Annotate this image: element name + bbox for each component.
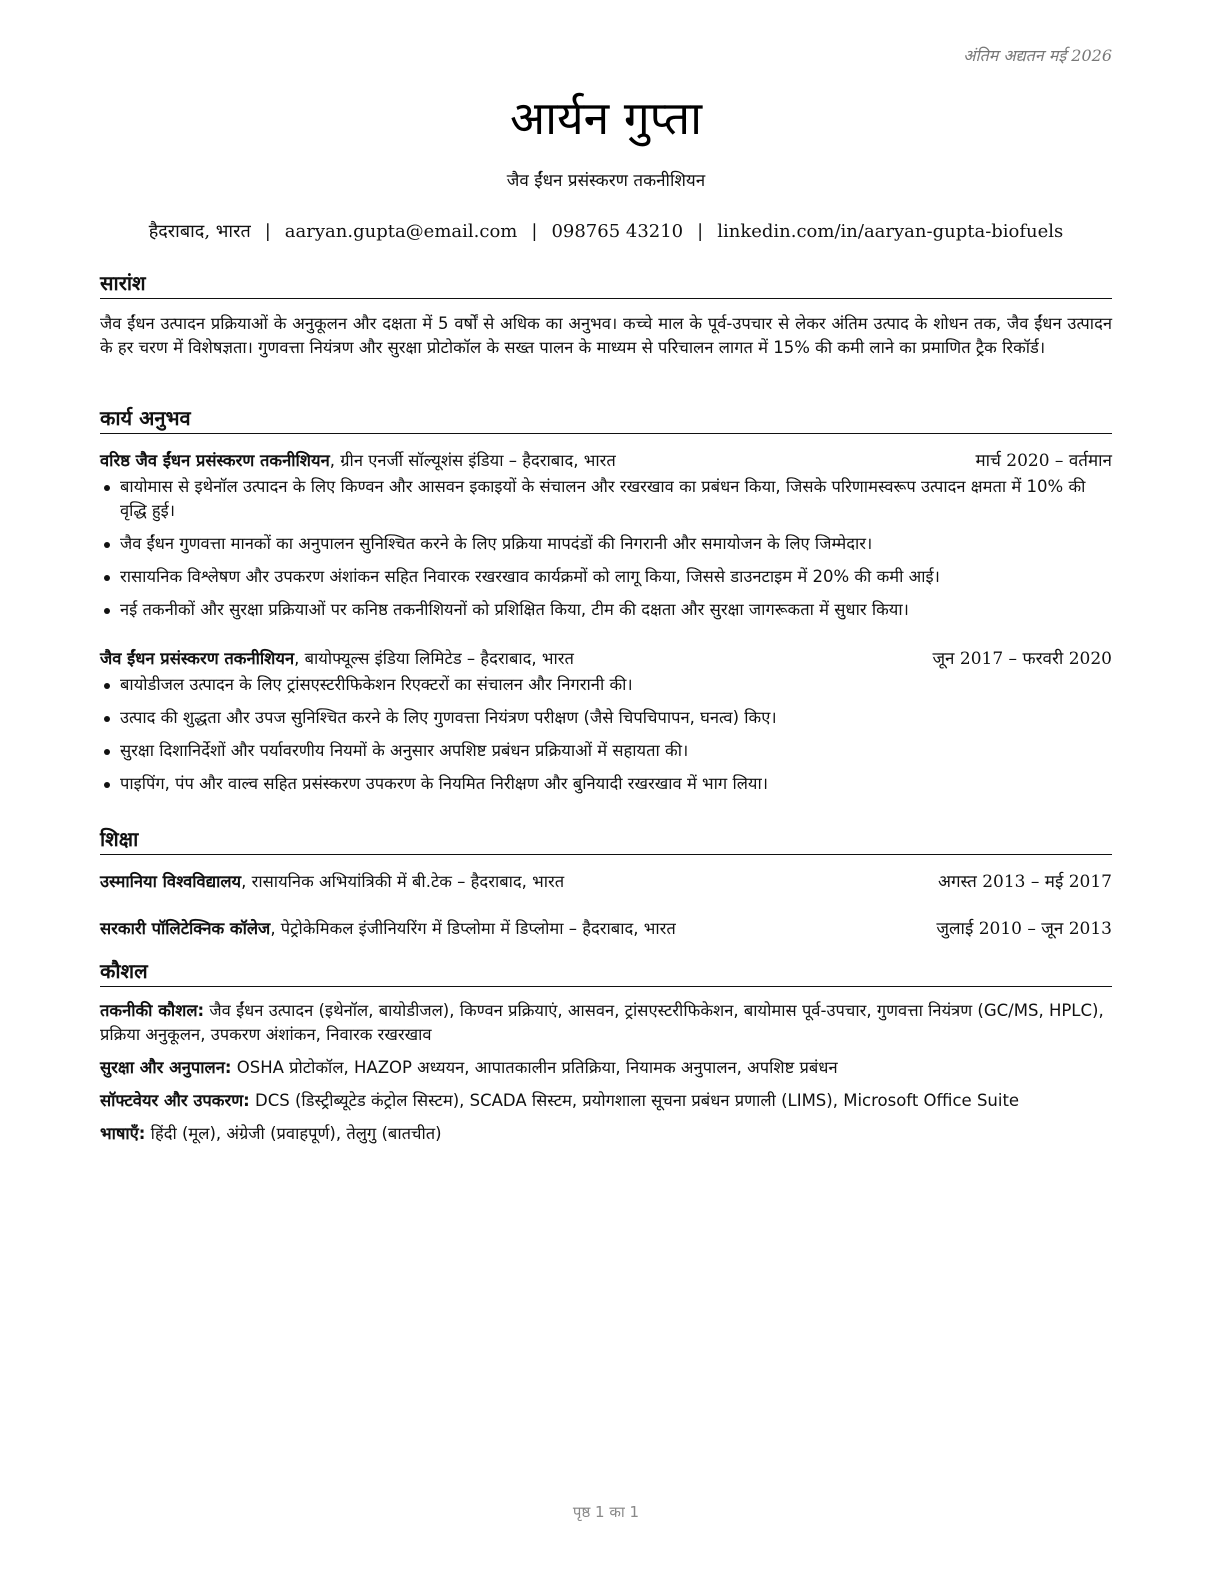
section-title: सारांश	[100, 270, 1112, 299]
education-detail: , रासायनिक अभियांत्रिकी में बी.टेक – हैदराबाद, भारत	[241, 872, 565, 891]
skill-text: OSHA प्रोटोकॉल, HAZOP अध्ययन, आपातकालीन प्रतिक्रिया, नियामक अनुपालन, अपशिष्ट प्रबंधन	[231, 1058, 838, 1077]
list-item: जैव ईंधन गुणवत्ता मानकों का अनुपालन सुनिश्चित करने के लिए प्रक्रिया मापदंडों की निगरानी और समायोजन के लिए जिम्मेदार।	[100, 532, 1112, 556]
skill-label: तकनीकी कौशल:	[100, 1001, 205, 1020]
skills-list	[100, 999, 1112, 1146]
skills-section	[100, 958, 1112, 1155]
job-role: जैव ईंधन प्रसंस्करण तकनीशियन	[100, 649, 295, 668]
job-entry	[100, 448, 1112, 622]
contact-separator: |	[531, 221, 538, 242]
resume-page	[100, 0, 1112, 1584]
education-entry	[100, 869, 1112, 892]
skill-row	[100, 1089, 1112, 1113]
skill-text: हिंदी (मूल), अंग्रेजी (प्रवाहपूर्ण), तेलुगु (बातचीत)	[145, 1124, 442, 1143]
list-item: नई तकनीकों और सुरक्षा प्रक्रियाओं पर कनिष्ठ तकनीशियनों को प्रशिक्षित किया, टीम की दक्षता और सुरक्षा जागरूकता में सुधार किया।	[100, 598, 1112, 622]
skill-label: भाषाएँ:	[100, 1124, 146, 1143]
list-item: उत्पाद की शुद्धता और उपज सुनिश्चित करने के लिए गुणवत्ता नियंत्रण परीक्षण (जैसे चिपचिपापन, घनत्व) किए।	[100, 706, 1112, 730]
list-item: सुरक्षा दिशानिर्देशों और पर्यावरणीय नियमों के अनुसार अपशिष्ट प्रबंधन प्रक्रियाओं में सहायता की।	[100, 739, 1112, 763]
section-title: शिक्षा	[100, 826, 1112, 855]
job-entry	[100, 646, 1112, 796]
section-title: कार्य अनुभव	[100, 405, 1112, 434]
job-date: जून 2017 – फरवरी 2020	[932, 649, 1112, 669]
skill-label: सुरक्षा और अनुपालन:	[100, 1058, 232, 1077]
job-bullets	[100, 673, 1112, 796]
section-title: कौशल	[100, 958, 1112, 987]
education-detail: , पेट्रोकेमिकल इंजीनियरिंग में डिप्लोमा में डिप्लोमा – हैदराबाद, भारत	[270, 919, 676, 938]
contact-linkedin[interactable]: linkedin.com/in/aaryan-gupta-biofuels	[717, 221, 1064, 242]
job-role: वरिष्ठ जैव ईंधन प्रसंस्करण तकनीशियन	[100, 451, 330, 470]
education-date: अगस्त 2013 – मई 2017	[937, 872, 1112, 892]
job-bullets	[100, 475, 1112, 622]
contact-line	[100, 219, 1112, 243]
education-date: जुलाई 2010 – जून 2013	[936, 919, 1112, 939]
candidate-name: आर्यन गुप्ता	[509, 91, 703, 145]
contact-location: हैदराबाद, भारत	[148, 221, 251, 242]
skill-text: DCS (डिस्ट्रीब्यूटेड कंट्रोल सिस्टम), SCADA सिस्टम, प्रयोगशाला सूचना प्रबंधन प्रणाली (LIMS), Microsoft Office Suite	[249, 1091, 1020, 1110]
skill-row	[100, 1122, 1112, 1146]
contact-phone[interactable]: 098765 43210	[551, 221, 684, 242]
summary-section	[100, 270, 1112, 360]
candidate-title: जैव ईंधन प्रसंस्करण तकनीशियन	[506, 171, 706, 191]
page-number: पृष्ठ 1 का 1	[572, 1503, 640, 1521]
job-org: , बायोफ्यूल्स इंडिया लिमिटेड – हैदराबाद, भारत	[294, 649, 574, 668]
education-section	[100, 826, 1112, 939]
job-date: मार्च 2020 – वर्तमान	[975, 451, 1112, 471]
contact-email[interactable]: aaryan.gupta@email.com	[284, 221, 518, 242]
list-item: पाइपिंग, पंप और वाल्व सहित प्रसंस्करण उपकरण के नियमित निरीक्षण और बुनियादी रखरखाव में भाग लिया।	[100, 772, 1112, 796]
job-header	[100, 448, 1112, 471]
contact-separator: |	[697, 221, 704, 242]
experience-section	[100, 405, 1112, 805]
education-school: उस्मानिया विश्वविद्यालय	[100, 872, 242, 891]
list-item: रासायनिक विश्लेषण और उपकरण अंशांकन सहित निवारक रखरखाव कार्यक्रमों को लागू किया, जिससे डाउनटाइम में 20% की कमी आई।	[100, 565, 1112, 589]
education-entry	[100, 916, 1112, 939]
skill-row	[100, 999, 1112, 1047]
contact-separator: |	[264, 221, 271, 242]
job-org: , ग्रीन एनर्जी सॉल्यूशंस इंडिया – हैदराबाद, भारत	[329, 451, 616, 470]
job-header	[100, 646, 1112, 669]
list-item: बायोमास से इथेनॉल उत्पादन के लिए किण्वन और आसवन इकाइयों के संचालन और रखरखाव का प्रबंधन किया, जिसके परिणामस्वरूप उत्पादन क्षमता में 10% की वृद्धि हुई।	[100, 475, 1112, 523]
skill-label: सॉफ्टवेयर और उपकरण:	[100, 1091, 250, 1110]
education-school: सरकारी पॉलिटेक्निक कॉलेज	[100, 919, 271, 938]
summary-text: जैव ईंधन उत्पादन प्रक्रियाओं के अनुकूलन और दक्षता में 5 वर्षों से अधिक का अनुभव। कच्चे माल के पूर्व-उपचार से लेकर अंतिम उत्पाद के शोधन तक, जैव ईंधन उत्पादन के हर चरण में विशेषज्ञता। गुणवत्ता नियंत्रण और सुरक्षा प्रोटोकॉल के सख्त पालन के माध्यम से परिचालन लागत में 15% की कमी लाने का प्रमाणित ट्रैक रिकॉर्ड।	[100, 314, 1112, 357]
list-item: बायोडीजल उत्पादन के लिए ट्रांसएस्टरीफिकेशन रिएक्टरों का संचालन और निगरानी की।	[100, 673, 1112, 697]
last-updated: अंतिम अद्यतन मई 2026	[963, 46, 1112, 65]
skill-row	[100, 1056, 1112, 1080]
skill-text: जैव ईंधन उत्पादन (इथेनॉल, बायोडीजल), किण्वन प्रक्रियाएं, आसवन, ट्रांसएस्टरीफिकेशन, बायोमास पूर्व-उपचार, गुणवत्ता नियंत्रण (GC/MS, HPLC), प्रक्रिया अनुकूलन, उपकरण अंशांकन, निवारक रखरखाव	[100, 1001, 1104, 1044]
